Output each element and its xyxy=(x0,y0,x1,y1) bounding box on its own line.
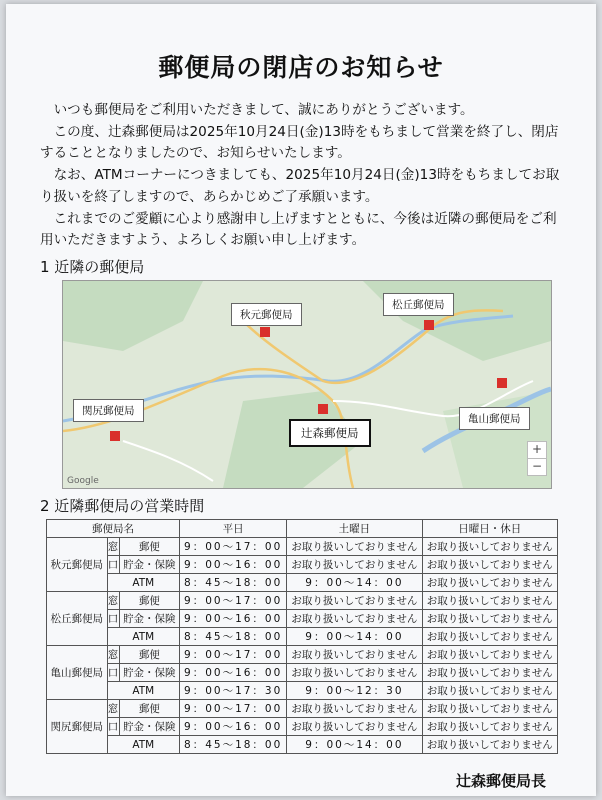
header-office: 郵便局名 xyxy=(47,520,180,538)
service-cell: 郵便 xyxy=(119,646,180,664)
table-row xyxy=(47,664,558,682)
service-cell: 郵便 xyxy=(119,592,180,610)
weekday-hours-cell: 9：00～16：00 xyxy=(180,664,287,682)
weekday-hours-cell: 8：45～18：00 xyxy=(180,736,287,754)
service-cell: ATM xyxy=(107,628,180,646)
weekday-hours-cell: 8：45～18：00 xyxy=(180,628,287,646)
sunday-hours-cell: お取り扱いしておりません xyxy=(422,574,557,592)
map-label-tsujimori[interactable]: 辻森郵便局 xyxy=(289,419,371,447)
service-cell: ATM xyxy=(107,682,180,700)
map-zoom-in-button[interactable]: + xyxy=(527,441,547,459)
office-name-cell: 松丘郵便局 xyxy=(47,592,108,646)
saturday-hours-cell: お取り扱いしておりません xyxy=(287,556,422,574)
sunday-hours-cell: お取り扱いしておりません xyxy=(422,628,557,646)
sunday-hours-cell: お取り扱いしておりません xyxy=(422,556,557,574)
sunday-hours-cell: お取り扱いしておりません xyxy=(422,646,557,664)
sunday-hours-cell: お取り扱いしておりません xyxy=(422,682,557,700)
saturday-hours-cell: お取り扱いしておりません xyxy=(287,718,422,736)
saturday-hours-cell: お取り扱いしておりません xyxy=(287,646,422,664)
weekday-hours-cell: 9：00～17：30 xyxy=(180,682,287,700)
saturday-hours-cell: 9：00～14：00 xyxy=(287,736,422,754)
saturday-hours-cell: お取り扱いしておりません xyxy=(287,700,422,718)
map-canvas xyxy=(63,281,551,488)
map-label-sekijiri[interactable]: 関尻郵便局 xyxy=(73,399,144,422)
hours-table xyxy=(46,519,558,754)
saturday-hours-cell: 9：00～14：00 xyxy=(287,574,422,592)
sunday-hours-cell: お取り扱いしておりません xyxy=(422,664,557,682)
weekday-hours-cell: 9：00～17：00 xyxy=(180,700,287,718)
paragraph-4: これまでのご愛顧に心より感謝申し上げますとともに、今後は近隣の郵便局をご利用いただきますよう、よろしくお願い申し上げます。 xyxy=(40,210,557,249)
table-row xyxy=(47,682,558,700)
saturday-hours-cell: お取り扱いしておりません xyxy=(287,538,422,556)
table-header-row xyxy=(47,520,558,538)
table-row xyxy=(47,592,558,610)
weekday-hours-cell: 9：00～17：00 xyxy=(180,592,287,610)
google-logo: Google xyxy=(67,476,99,486)
notice-body xyxy=(40,100,560,252)
signature: 辻森郵便局長 xyxy=(455,772,546,790)
paragraph-3: なお、ATMコーナーにつきましても、2025年10月24日(金)13時をもちましてお取り扱いを終了しますので、あらかじめご了承願います。 xyxy=(40,167,560,205)
table-row xyxy=(47,556,558,574)
service-cell: 貯金・保険 xyxy=(119,718,180,736)
table-row xyxy=(47,628,558,646)
sunday-hours-cell: お取り扱いしておりません xyxy=(422,718,557,736)
weekday-hours-cell: 9：00～16：00 xyxy=(180,556,287,574)
service-cell: 貯金・保険 xyxy=(119,556,180,574)
paragraph-1: いつも郵便局をご利用いただきまして、誠にありがとうございます。 xyxy=(53,102,474,118)
window-label-cell: 口 xyxy=(107,664,119,682)
table-row xyxy=(47,610,558,628)
weekday-hours-cell: 9：00～17：00 xyxy=(180,538,287,556)
map-label-akimoto[interactable]: 秋元郵便局 xyxy=(231,303,302,326)
window-label-cell: 口 xyxy=(107,718,119,736)
service-cell: ATM xyxy=(107,736,180,754)
office-name-cell: 亀山郵便局 xyxy=(47,646,108,700)
page-title: 郵便局の閉店のお知らせ xyxy=(158,53,444,82)
section-2-heading: 2 近隣郵便局の営業時間 xyxy=(40,497,205,515)
table-body xyxy=(47,538,558,754)
table-row xyxy=(47,718,558,736)
paragraph-2: この度、辻森郵便局は2025年10月24日(金)13時をもちまして営業を終了し、閉店することとなりましたので、お知らせいたします。 xyxy=(40,123,559,162)
saturday-hours-cell: 9：00～12：30 xyxy=(287,682,422,700)
sunday-hours-cell: お取り扱いしておりません xyxy=(422,610,557,628)
map-label-matsuoka[interactable]: 松丘郵便局 xyxy=(383,293,454,316)
sunday-hours-cell: お取り扱いしておりません xyxy=(422,700,557,718)
window-label-cell: 窓 xyxy=(107,646,119,664)
service-cell: 郵便 xyxy=(119,700,180,718)
sunday-hours-cell: お取り扱いしておりません xyxy=(422,736,557,754)
office-name-cell: 関尻郵便局 xyxy=(47,700,108,754)
saturday-hours-cell: お取り扱いしておりません xyxy=(287,664,422,682)
header-saturday: 土曜日 xyxy=(287,520,422,538)
window-label-cell: 窓 xyxy=(107,538,119,556)
sunday-hours-cell: お取り扱いしておりません xyxy=(422,592,557,610)
weekday-hours-cell: 8：45～18：00 xyxy=(180,574,287,592)
header-weekday: 平日 xyxy=(180,520,287,538)
window-label-cell: 窓 xyxy=(107,592,119,610)
service-cell: 郵便 xyxy=(119,538,180,556)
saturday-hours-cell: 9：00～14：00 xyxy=(287,628,422,646)
table-row xyxy=(47,538,558,556)
notice-paper xyxy=(6,4,596,796)
window-label-cell: 口 xyxy=(107,610,119,628)
weekday-hours-cell: 9：00～16：00 xyxy=(180,718,287,736)
sunday-hours-cell: お取り扱いしておりません xyxy=(422,538,557,556)
header-sunday: 日曜日・休日 xyxy=(422,520,557,538)
weekday-hours-cell: 9：00～16：00 xyxy=(180,610,287,628)
saturday-hours-cell: お取り扱いしておりません xyxy=(287,610,422,628)
nearby-map[interactable] xyxy=(62,280,552,489)
saturday-hours-cell: お取り扱いしておりません xyxy=(287,592,422,610)
window-label-cell: 口 xyxy=(107,556,119,574)
service-cell: 貯金・保険 xyxy=(119,610,180,628)
table-row xyxy=(47,646,558,664)
weekday-hours-cell: 9：00～17：00 xyxy=(180,646,287,664)
table-row xyxy=(47,700,558,718)
office-name-cell: 秋元郵便局 xyxy=(47,538,108,592)
table-row xyxy=(47,574,558,592)
map-label-kameyama[interactable]: 亀山郵便局 xyxy=(459,407,530,430)
window-label-cell: 窓 xyxy=(107,700,119,718)
table-row xyxy=(47,736,558,754)
section-1-heading: 1 近隣の郵便局 xyxy=(40,258,145,276)
service-cell: 貯金・保険 xyxy=(119,664,180,682)
map-zoom-out-button[interactable]: − xyxy=(527,458,547,476)
service-cell: ATM xyxy=(107,574,180,592)
